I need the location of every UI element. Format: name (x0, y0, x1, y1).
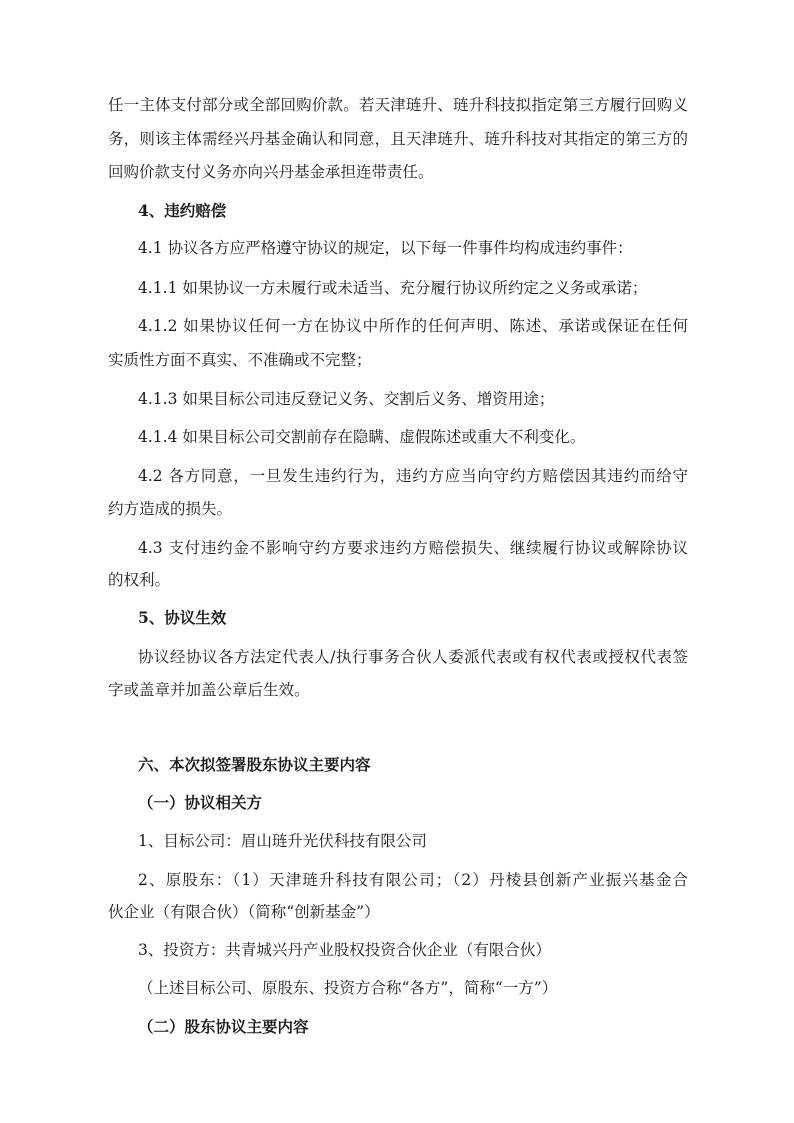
chapter-heading: 六、本次拟签署股东协议主要内容 (138, 755, 371, 774)
paragraph-line: 任一主体支付部分或全部回购价款。若天津琏升、琏升科技拟指定第三方履行回购义 (108, 96, 688, 114)
clause-line: 实质性方面不真实、不准确或不完整； (108, 351, 372, 369)
list-item: 2、原股东：（1）天津琏升科技有限公司；（2）丹棱县创新产业振兴基金合 (138, 871, 688, 889)
clause-line: 4.1.1 如果协议一方未履行或未适当、充分履行协议所约定之义务或承诺； (138, 279, 648, 297)
clause-line: 4.1.3 如果目标公司违反登记义务、交割后义务、增资用途； (138, 390, 555, 408)
note-line: （上述目标公司、原股东、投资方合称“各方”，简称“一方”） (138, 979, 558, 997)
paragraph-line: 回购价款支付义务亦向兴丹基金承担连带责任。 (108, 163, 434, 181)
list-item: 1、目标公司：眉山琏升光伏科技有限公司 (138, 832, 427, 850)
clause-line: 约方造成的损失。 (108, 500, 233, 518)
paragraph-line: 务，则该主体需经兴丹基金确认和同意，且天津琏升、琏升科技对其指定的第三方的 (108, 130, 688, 148)
clause-line: 的权利。 (108, 571, 171, 589)
list-item: 伙企业（有限合伙）（简称“创新基金”） (108, 903, 380, 921)
clause-line: 4.1.2 如果协议任何一方在协议中所作的任何声明、陈述、承诺或保证在任何 (138, 317, 688, 335)
paragraph-line: 字或盖章并加盖公章后生效。 (108, 681, 310, 699)
clause-line: 4.2 各方同意，一旦发生违约行为，违约方应当向守约方赔偿因其违约而给守 (138, 467, 688, 485)
clause-line: 4.1.4 如果目标公司交割前存在隐瞒、虚假陈述或重大不利变化。 (138, 428, 586, 446)
section-heading: 5、协议生效 (138, 608, 227, 627)
clause-line: 4.1 协议各方应严格遵守协议的规定，以下每一件事件均构成违约事件： (138, 239, 633, 257)
section-heading: 4、违约赔偿 (138, 201, 227, 220)
subsection-heading: （二）股东协议主要内容 (138, 1017, 309, 1036)
subsection-heading: （一）协议相关方 (138, 793, 263, 812)
clause-line: 4.3 支付违约金不影响守约方要求违约方赔偿损失、继续履行协议或解除协议 (138, 539, 688, 557)
paragraph-line: 协议经协议各方法定代表人/执行事务合伙人委派代表或有权代表或授权代表签 (138, 648, 688, 666)
list-item: 3、投资方：共青城兴丹产业股权投资合伙企业（有限合伙） (138, 941, 551, 959)
